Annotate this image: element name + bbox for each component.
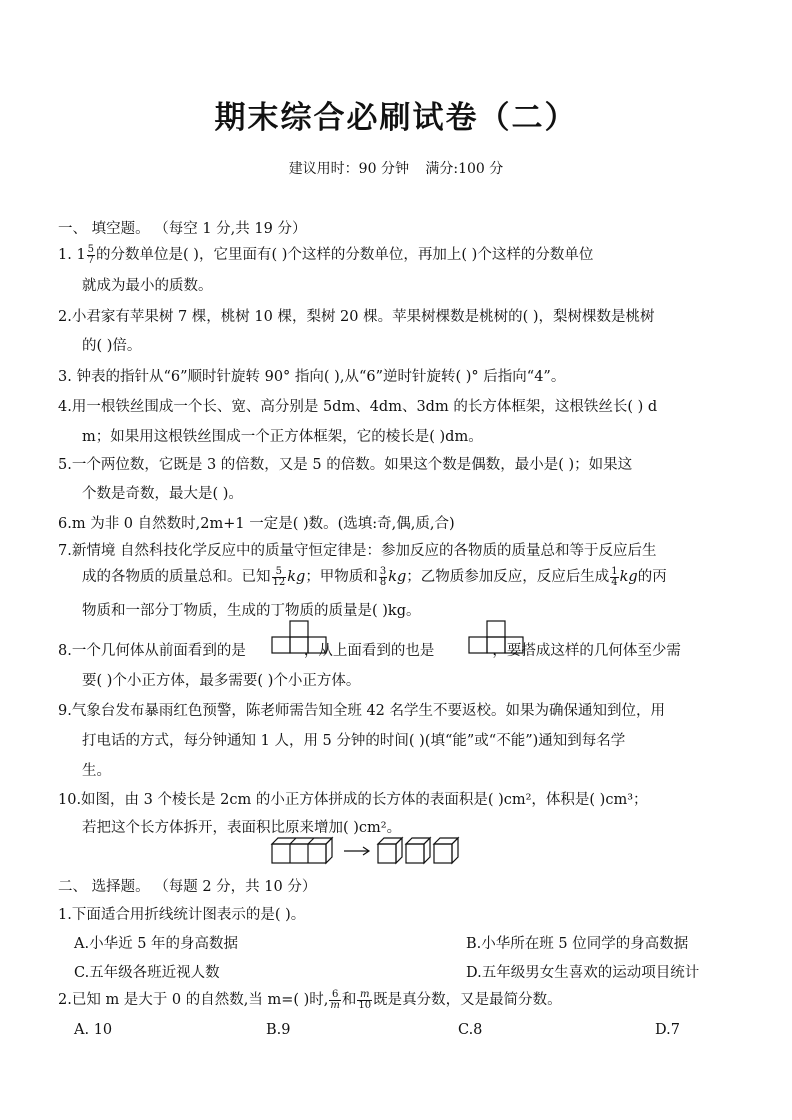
question-1-6: 6.m 为非 0 自然数时,2m+1 一定是( )数。(选填:奇,偶,质,合) bbox=[58, 516, 455, 532]
question-1-2-cont: 的( )倍。 bbox=[82, 338, 142, 354]
question-1-1-cont: 就成为最小的质数。 bbox=[82, 278, 213, 294]
question-2-2: 2.已知 m 是大于 0 的自然数,当 m=( )时, $\frac{6}{m}$ 和 $\frac{m}{10}$ 既是真分数，又是最简分数。 bbox=[58, 988, 562, 1011]
question-1-5-cont: 个数是奇数，最大是( )。 bbox=[82, 486, 243, 502]
option-2-1-d: D.五年级男女生喜欢的运动项目统计 bbox=[466, 965, 700, 981]
question-1-4: 4.用一根铁丝围成一个长、宽、高分别是 5dm、4dm、3dm 的长方体框架，这根铁丝长( ) d bbox=[58, 399, 658, 415]
option-2-2-b: B.9 bbox=[266, 1022, 291, 1038]
option-2-1-c: C.五年级各班近视人数 bbox=[74, 965, 220, 981]
question-1-5: 5.一个两位数，它既是 3 的倍数，又是 5 的倍数。如果这个数是偶数，最小是( )；如果这 bbox=[58, 457, 633, 473]
question-1-7: 7.新情境 自然科技化学反应中的质量守恒定律是：参加反应的各物质的质量总和等于反应后生 bbox=[58, 543, 657, 559]
option-2-1-a: A.小华近 5 年的身高数据 bbox=[74, 936, 239, 952]
fraction: $\frac{5}{12}$ bbox=[272, 565, 286, 588]
question-1-4-cont: m；如果用这根铁丝围成一个正方体框架，它的棱长是( )dm。 bbox=[82, 429, 483, 445]
top-view-figure bbox=[468, 620, 524, 654]
option-2-1-b: B.小华所在班 5 位同学的身高数据 bbox=[466, 936, 689, 952]
fraction: $\frac{1}{4}$ bbox=[611, 565, 618, 588]
fraction: $\frac{6}{m}$ bbox=[330, 988, 340, 1011]
section2-heading: 二、 选择题。 （每题 2 分，共 10 分） bbox=[58, 879, 317, 895]
option-2-2-d: D.7 bbox=[655, 1022, 680, 1038]
suggested-time: 建议用时：90 分钟 bbox=[288, 161, 409, 177]
question-1-9: 9.气象台发布暴雨红色预警，陈老师需告知全班 42 名学生不要返校。如果为确保通知到位，用 bbox=[58, 703, 665, 719]
fraction: $\frac{5}{7}$ bbox=[87, 243, 95, 266]
page-title: 期末综合必刷试卷（二） bbox=[214, 100, 578, 136]
question-1-9-cont: 打电话的方式，每分钟通知 1 人，用 5 分钟的时间( )(填“能”或“不能”)通知到每名学 bbox=[82, 733, 626, 749]
fraction: $\frac{m}{10}$ bbox=[358, 988, 372, 1011]
section1-heading: 一、 填空题。 （每空 1 分,共 19 分） bbox=[58, 221, 307, 237]
question-1-9-cont2: 生。 bbox=[82, 763, 111, 779]
cuboid-split-figure bbox=[270, 836, 470, 866]
question-1-8: 8.一个几何体从前面看到的是 ，从上面看到的也是 ，要搭成这样的几何体至少需 bbox=[58, 643, 681, 659]
question-1-10: 10.如图，由 3 个棱长是 2cm 的小正方体拼成的长方体的表面积是( )cm²，体积是( )cm³； bbox=[58, 792, 648, 808]
question-1-2: 2.小君家有苹果树 7 棵，桃树 10 棵，梨树 20 棵。苹果树棵数是桃树的( )，梨树棵数是桃树 bbox=[58, 309, 655, 325]
fraction: $\frac{3}{8}$ bbox=[379, 565, 387, 588]
question-1-1: 1. 1 $\frac{5}{7}$ 的分数单位是( )，它里面有( )个这样的分数单位，再加上( )个这样的分数单位 bbox=[58, 243, 594, 266]
front-view-figure bbox=[271, 620, 327, 654]
question-1-7-cont: 成的各物质的质量总和。已知 $\frac{5}{12}$ kg；甲物质和 $\frac{3}{8}$ kg；乙物质参加反应，反应后生成 $\frac{1}{4}$ kg的丙 bbox=[82, 565, 667, 588]
full-score: 满分:100 分 bbox=[425, 161, 504, 177]
question-2-1: 1.下面适合用折线统计图表示的是( )。 bbox=[58, 907, 306, 923]
exam-info bbox=[0, 158, 792, 178]
question-1-7-cont2: 物质和一部分丁物质，生成的丁物质的质量是( )kg。 bbox=[82, 603, 421, 619]
option-2-2-c: C.8 bbox=[458, 1022, 483, 1038]
question-1-3: 3. 钟表的指针从“6”顺时针旋转 90° 指向( ),从“6”逆时针旋转( )° 后指向“4”。 bbox=[58, 369, 566, 385]
question-1-10-cont: 若把这个长方体拆开，表面积比原来增加( )cm²。 bbox=[82, 820, 402, 836]
question-1-8-cont: 要( )个小正方体，最多需要( )个小正方体。 bbox=[82, 673, 361, 689]
option-2-2-a: A. 10 bbox=[74, 1022, 113, 1038]
